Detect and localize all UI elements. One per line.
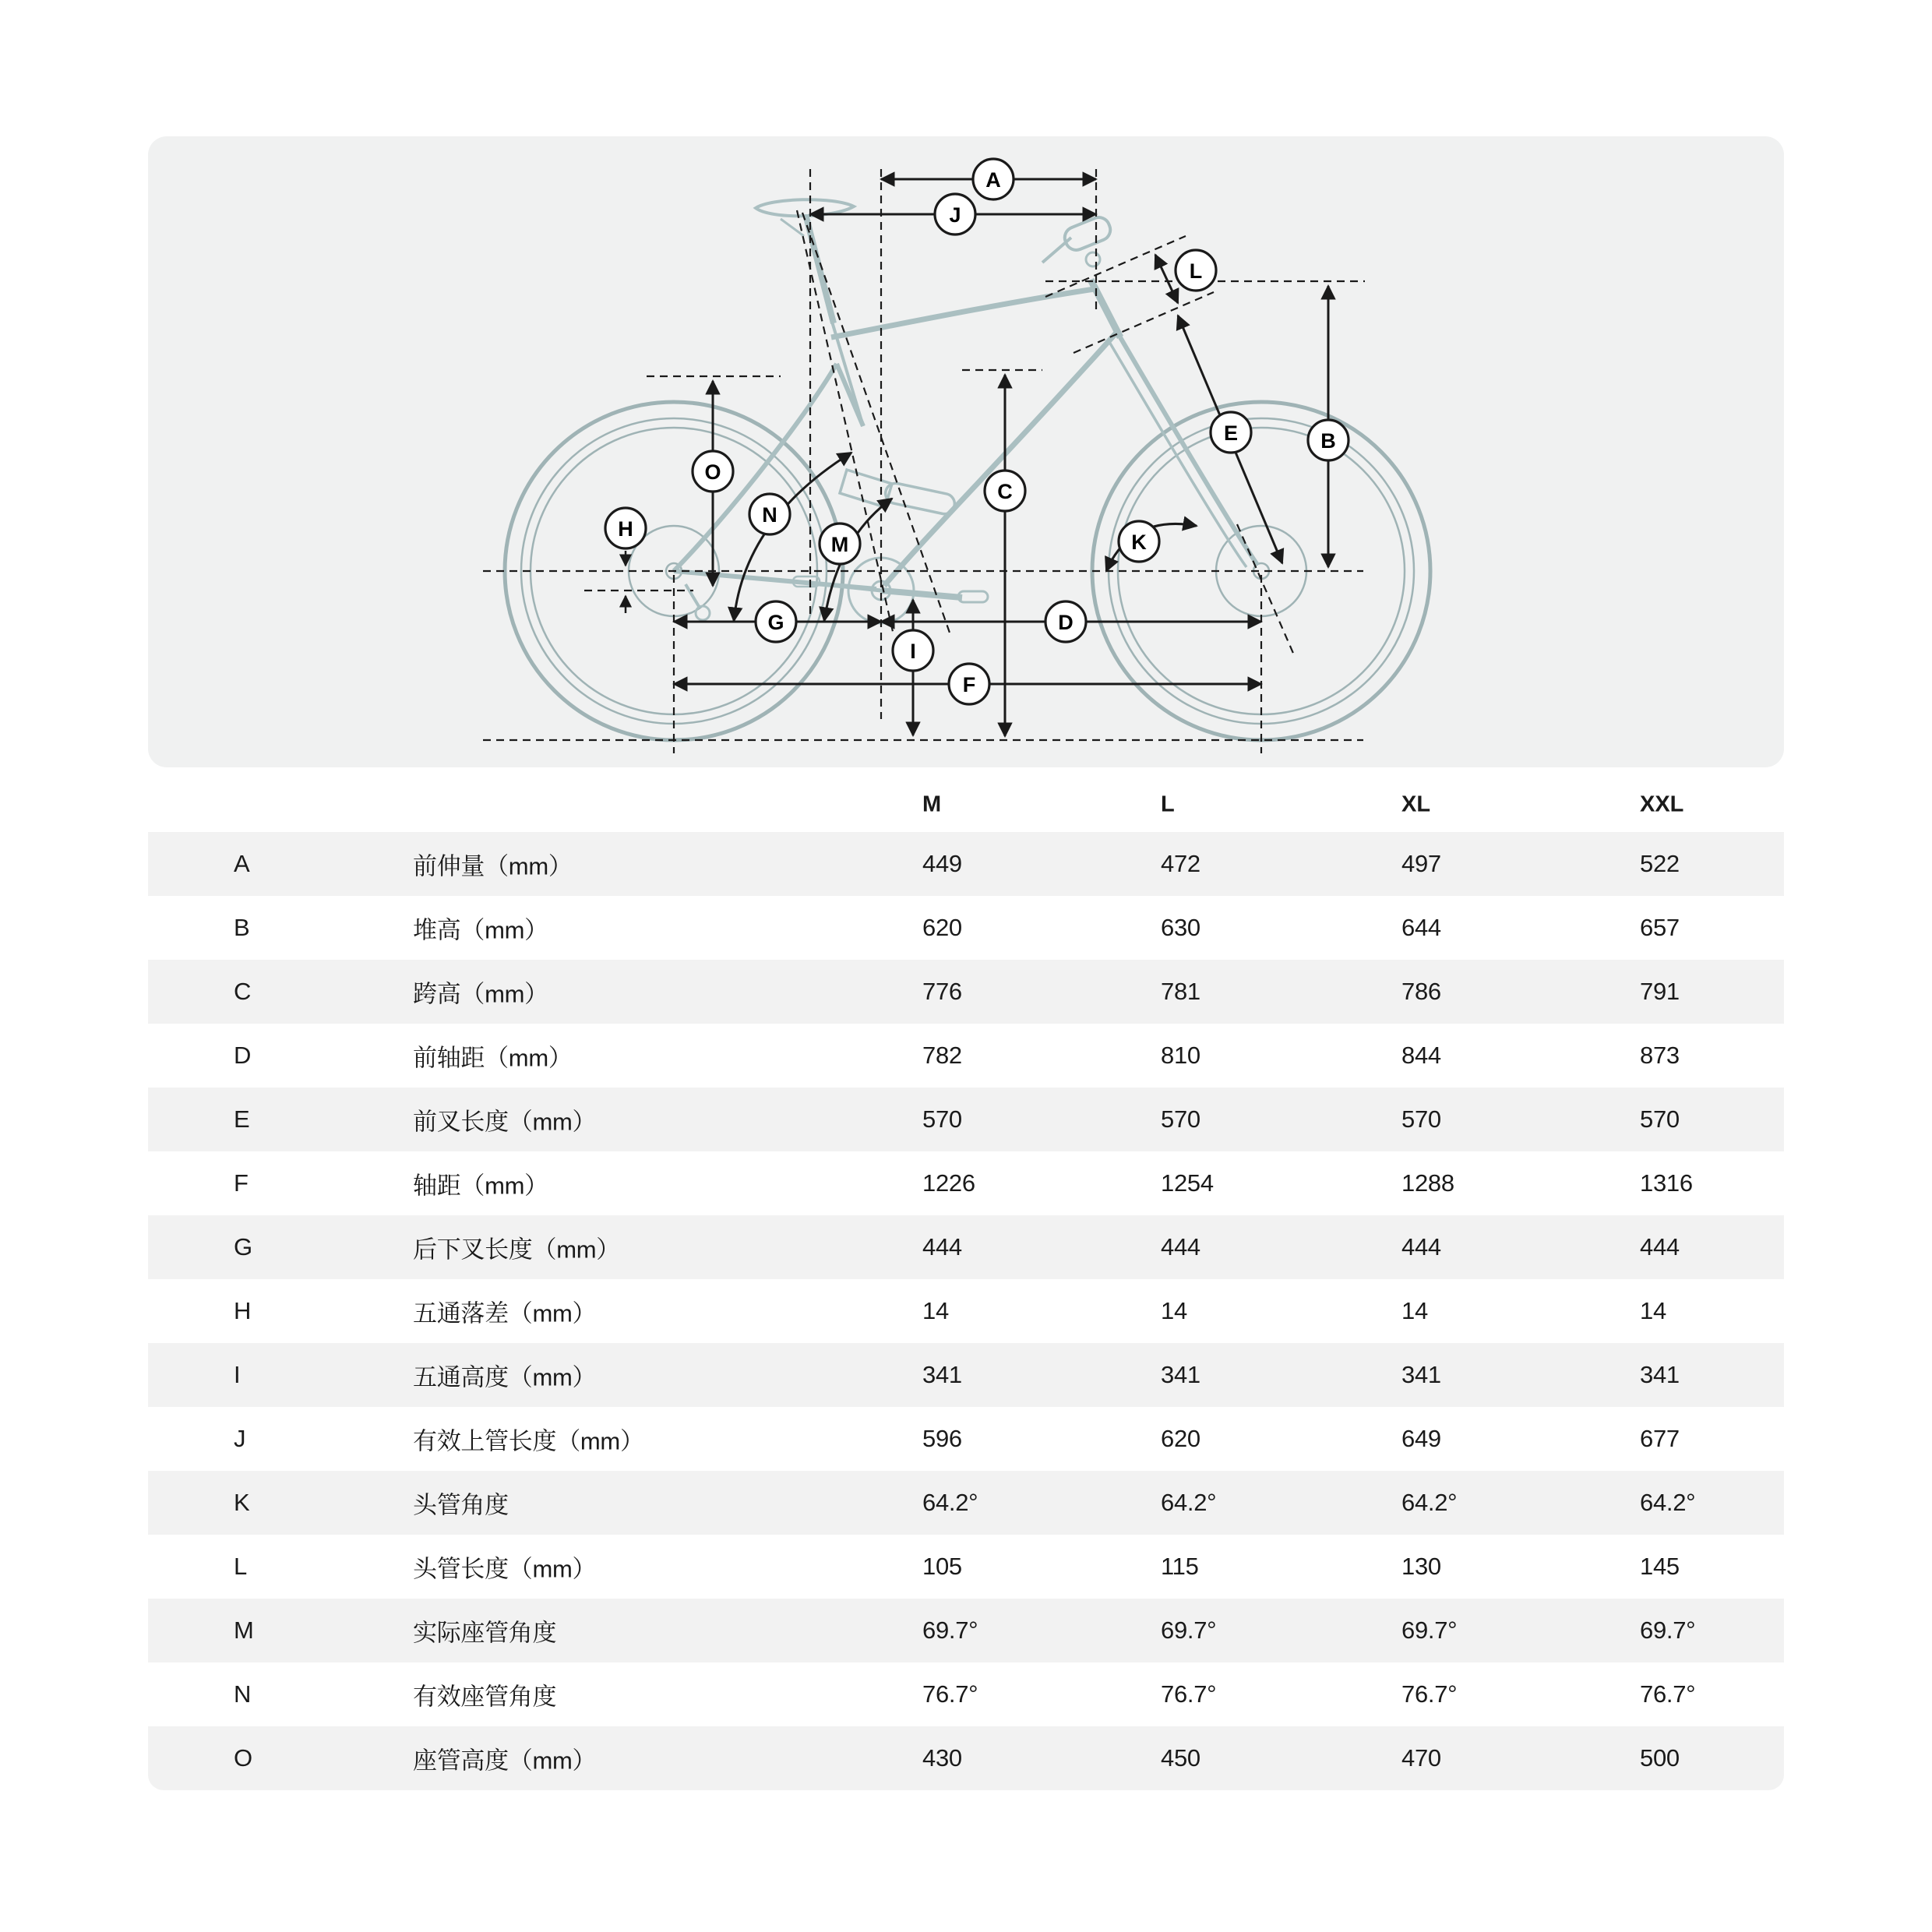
svg-text:K: K	[1131, 531, 1147, 554]
value-xxl: 522	[1640, 850, 1680, 877]
row-label: 五通高度（mm）	[413, 1363, 597, 1391]
value-m: 64.2°	[922, 1489, 978, 1516]
value-xxl: 69.7°	[1640, 1616, 1696, 1644]
value-m: 782	[922, 1042, 962, 1069]
table-row	[148, 1535, 1784, 1599]
value-xxl: 791	[1640, 978, 1680, 1005]
row-letter: I	[234, 1361, 241, 1388]
row-letter: J	[234, 1425, 246, 1452]
value-m: 444	[922, 1233, 962, 1260]
value-xxl: 657	[1640, 914, 1680, 941]
row-label: 前伸量（mm）	[413, 852, 573, 880]
value-m: 620	[922, 914, 962, 941]
callout-G	[756, 601, 796, 642]
value-xxl: 1316	[1640, 1169, 1693, 1197]
svg-text:B: B	[1320, 429, 1336, 453]
value-xl: 69.7°	[1401, 1616, 1458, 1644]
dimension-arrows	[626, 179, 1328, 736]
table-row	[148, 1343, 1784, 1407]
svg-text:F: F	[962, 673, 976, 696]
svg-text:H: H	[618, 517, 633, 541]
value-xxl: 76.7°	[1640, 1680, 1696, 1708]
value-xl: 570	[1401, 1105, 1441, 1133]
value-xl: 76.7°	[1401, 1680, 1458, 1708]
size-header-xl: XL	[1401, 791, 1431, 817]
table-row	[148, 1279, 1784, 1343]
value-l: 620	[1161, 1425, 1200, 1452]
callout-H	[605, 508, 646, 548]
svg-text:I: I	[910, 640, 916, 663]
row-label: 头管长度（mm）	[413, 1555, 597, 1583]
frame	[674, 199, 1257, 623]
value-m: 341	[922, 1361, 962, 1388]
table-row	[148, 1151, 1784, 1215]
svg-text:G: G	[767, 611, 784, 634]
row-label: 后下叉长度（mm）	[413, 1236, 620, 1264]
value-xl: 1288	[1401, 1169, 1454, 1197]
value-m: 430	[922, 1744, 962, 1772]
row-label: 头管角度	[413, 1491, 509, 1519]
row-letter: F	[234, 1169, 249, 1197]
table-row	[148, 1662, 1784, 1726]
geometry-diagram-panel	[148, 136, 1784, 767]
value-m: 449	[922, 850, 962, 877]
front-wheel	[1092, 402, 1430, 740]
row-label: 有效上管长度（mm）	[413, 1427, 644, 1455]
table-row	[148, 1726, 1784, 1790]
callout-I	[893, 630, 933, 671]
value-xl: 497	[1401, 850, 1441, 877]
value-l: 570	[1161, 1105, 1200, 1133]
value-m: 596	[922, 1425, 962, 1452]
row-letter: L	[234, 1553, 247, 1580]
value-m: 1226	[922, 1169, 975, 1197]
row-letter: B	[234, 914, 250, 941]
table-row	[148, 1599, 1784, 1662]
size-header-row	[148, 785, 1784, 824]
row-label: 有效座管角度	[413, 1683, 557, 1711]
value-l: 1254	[1161, 1169, 1214, 1197]
value-m: 570	[922, 1105, 962, 1133]
table-row	[148, 1407, 1784, 1471]
svg-text:J: J	[949, 203, 961, 227]
row-label: 跨高（mm）	[413, 980, 548, 1008]
row-label: 前叉长度（mm）	[413, 1108, 597, 1136]
value-xl: 470	[1401, 1744, 1441, 1772]
row-label: 堆高（mm）	[413, 916, 548, 944]
row-letter: E	[234, 1105, 250, 1133]
table-row	[148, 960, 1784, 1024]
callout-M	[820, 524, 860, 564]
table-row	[148, 1088, 1784, 1151]
value-xl: 341	[1401, 1361, 1441, 1388]
value-xxl: 500	[1640, 1744, 1680, 1772]
value-m: 69.7°	[922, 1616, 978, 1644]
svg-text:L: L	[1189, 259, 1203, 283]
table-row	[148, 832, 1784, 896]
size-header-xxl: XXL	[1640, 791, 1684, 817]
callout-B	[1308, 420, 1349, 460]
svg-text:O: O	[704, 460, 721, 484]
size-header-l: L	[1161, 791, 1175, 817]
value-xl: 130	[1401, 1553, 1441, 1580]
value-xl: 64.2°	[1401, 1489, 1458, 1516]
callout-C	[985, 471, 1025, 511]
size-header-m: M	[922, 791, 942, 817]
row-letter: M	[234, 1616, 254, 1644]
value-xxl: 873	[1640, 1042, 1680, 1069]
value-l: 810	[1161, 1042, 1200, 1069]
callout-L	[1176, 250, 1216, 291]
table-row	[148, 1024, 1784, 1088]
value-xl: 844	[1401, 1042, 1441, 1069]
value-xl: 644	[1401, 914, 1441, 941]
value-l: 64.2°	[1161, 1489, 1217, 1516]
value-l: 450	[1161, 1744, 1200, 1772]
value-l: 472	[1161, 850, 1200, 877]
value-l: 76.7°	[1161, 1680, 1217, 1708]
value-l: 630	[1161, 914, 1200, 941]
table-row	[148, 1215, 1784, 1279]
row-letter: O	[234, 1744, 252, 1772]
value-l: 14	[1161, 1297, 1187, 1324]
value-xxl: 444	[1640, 1233, 1680, 1260]
callout-N	[749, 494, 790, 534]
callout-O	[693, 451, 733, 492]
value-xxl: 14	[1640, 1297, 1666, 1324]
callout-A	[973, 159, 1014, 199]
row-label: 轴距（mm）	[413, 1172, 548, 1200]
row-letter: D	[234, 1042, 252, 1069]
row-label: 座管高度（mm）	[413, 1747, 597, 1775]
value-xxl: 677	[1640, 1425, 1680, 1452]
svg-text:A: A	[985, 168, 1001, 192]
svg-text:E: E	[1223, 421, 1239, 445]
value-l: 444	[1161, 1233, 1200, 1260]
value-xl: 444	[1401, 1233, 1441, 1260]
row-label: 五通落差（mm）	[413, 1299, 597, 1327]
callout-F	[949, 664, 989, 704]
bike-geometry-diagram	[148, 136, 1784, 767]
value-m: 14	[922, 1297, 949, 1324]
value-xxl: 341	[1640, 1361, 1680, 1388]
row-letter: K	[234, 1489, 250, 1516]
value-xxl: 145	[1640, 1553, 1680, 1580]
value-xxl: 570	[1640, 1105, 1680, 1133]
callout-E	[1211, 412, 1251, 453]
geometry-table	[148, 832, 1784, 1790]
svg-text:N: N	[762, 503, 777, 527]
value-xl: 786	[1401, 978, 1441, 1005]
value-xl: 649	[1401, 1425, 1441, 1452]
row-letter: A	[234, 850, 250, 877]
table-row	[148, 896, 1784, 960]
callout-J	[935, 194, 975, 234]
value-m: 105	[922, 1553, 962, 1580]
value-l: 341	[1161, 1361, 1200, 1388]
svg-text:C: C	[997, 480, 1013, 503]
value-l: 781	[1161, 978, 1200, 1005]
row-letter: G	[234, 1233, 252, 1260]
value-m: 776	[922, 978, 962, 1005]
row-label: 前轴距（mm）	[413, 1044, 573, 1072]
table-row	[148, 1471, 1784, 1535]
value-l: 69.7°	[1161, 1616, 1217, 1644]
callout-K	[1119, 521, 1159, 562]
callout-D	[1045, 601, 1086, 642]
svg-text:D: D	[1058, 611, 1074, 634]
row-label: 实际座管角度	[413, 1619, 557, 1647]
row-letter: H	[234, 1297, 252, 1324]
value-l: 115	[1161, 1553, 1199, 1580]
value-xl: 14	[1401, 1297, 1428, 1324]
svg-text:M: M	[830, 533, 849, 556]
value-m: 76.7°	[922, 1680, 978, 1708]
value-xxl: 64.2°	[1640, 1489, 1696, 1516]
row-letter: N	[234, 1680, 252, 1708]
row-letter: C	[234, 978, 252, 1005]
